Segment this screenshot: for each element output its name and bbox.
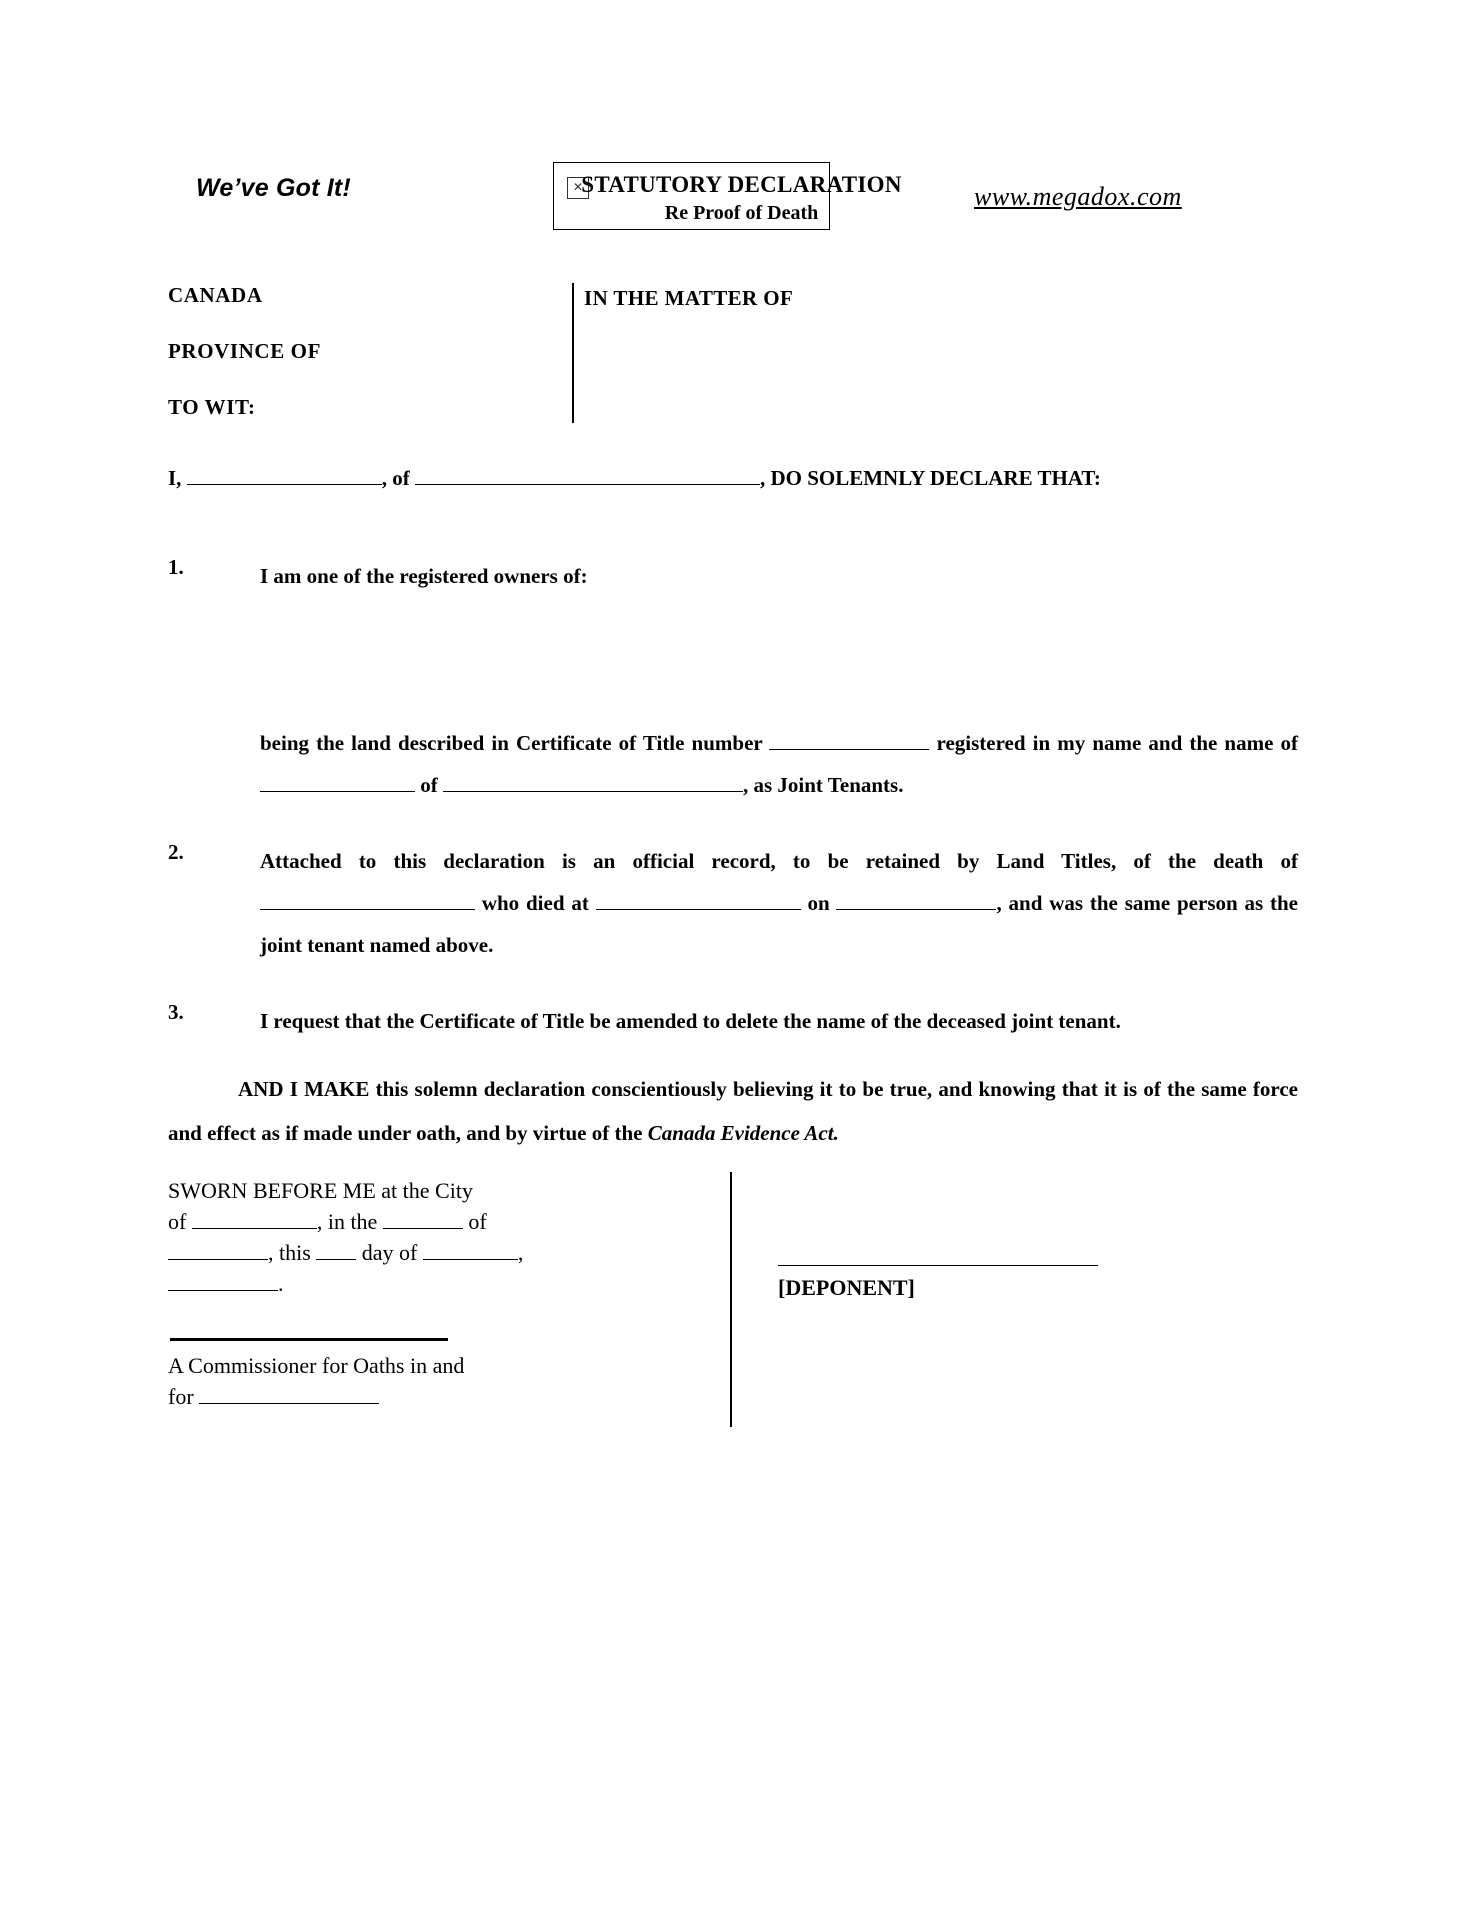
land-desc-mid: registered in my name and the name of: [929, 731, 1298, 755]
sworn-city-blank[interactable]: [192, 1211, 317, 1229]
sworn-line-1: SWORN BEFORE ME at the City: [168, 1178, 473, 1203]
clause-2-end: , and was the same person as the joint tenant named above.: [260, 891, 1298, 957]
and-i-make-lead: AND I MAKE: [238, 1077, 370, 1101]
canada-evidence-act-citation: Canada Evidence Act.: [647, 1121, 839, 1145]
sworn-inthe-label: , in the: [316, 1209, 383, 1234]
clause-1: [168, 555, 1298, 597]
clause-1-continued-text: [260, 722, 1298, 806]
sworn-year-blank[interactable]: [168, 1273, 278, 1291]
intro-i-label: I,: [168, 466, 187, 490]
sworn-line-4: [168, 1268, 588, 1299]
declarant-address-blank[interactable]: [415, 467, 760, 485]
sworn-comma-label: ,: [517, 1240, 524, 1265]
sworn-month-blank[interactable]: [423, 1242, 518, 1260]
sworn-of-label: of: [168, 1209, 192, 1234]
sworn-before-me-block: [168, 1175, 588, 1299]
clause-1-continued: [168, 722, 1298, 806]
jurisdiction-block: [168, 283, 598, 451]
website-link[interactable]: www.megadox.com: [974, 182, 1182, 211]
tagline-text: We’ve Got It!: [196, 174, 351, 202]
page-subtitle: Re Proof of Death: [664, 202, 819, 224]
broken-image-icon: ✕: [567, 177, 589, 199]
jurisdiction-divider: [572, 283, 574, 423]
clause-3: [168, 1000, 1298, 1042]
signature-divider: [730, 1172, 732, 1427]
clause-3-text: I request that the Certificate of Title be amended to delete the name of the deceased joint tenant.: [260, 1009, 1121, 1033]
land-desc-end: , as Joint Tenants.: [743, 773, 904, 797]
sworn-province-blank[interactable]: [168, 1242, 268, 1260]
jurisdiction-country: CANADA: [168, 283, 263, 307]
matter-heading: IN THE MATTER OF: [584, 286, 794, 310]
declaration-intro: [168, 466, 1298, 491]
joint-tenant-name-blank[interactable]: [260, 774, 415, 792]
page-title: STATUTORY DECLARATION: [581, 172, 902, 197]
commissioner-jurisdiction-blank[interactable]: [199, 1386, 379, 1404]
deponent-signature-line[interactable]: [778, 1265, 1098, 1266]
clause-2-number: 2.: [168, 840, 184, 864]
land-desc-pre: being the land described in Certificate of Title number: [260, 731, 770, 755]
sworn-line-2: [168, 1206, 588, 1237]
clause-2-on: on: [800, 891, 837, 915]
and-i-make-paragraph: [168, 1067, 1298, 1155]
jurisdiction-to-wit: TO WIT:: [168, 395, 256, 419]
sworn-of2-label: of: [462, 1209, 487, 1234]
joint-tenant-address-blank[interactable]: [443, 774, 743, 792]
land-desc-of: of: [415, 773, 443, 797]
clause-2-pre: Attached to this declaration is an official record, to be retained by Land Titles, of the death of: [260, 849, 1298, 873]
commissioner-signature-line[interactable]: [170, 1338, 448, 1341]
jurisdiction-province: PROVINCE OF: [168, 339, 322, 363]
clause-1-text: I am one of the registered owners of:: [260, 564, 588, 588]
clause-2-text: [260, 840, 1298, 966]
intro-of-label: , of: [381, 466, 415, 490]
declarant-name-blank[interactable]: [187, 467, 382, 485]
sworn-dayof-label: day of: [356, 1240, 423, 1265]
clause-1-number: 1.: [168, 555, 184, 579]
place-of-death-blank[interactable]: [596, 892, 801, 910]
intro-declare-label: , DO SOLEMNLY DECLARE THAT:: [759, 466, 1101, 490]
clause-2: [168, 840, 1298, 966]
deponent-label: [DEPONENT]: [778, 1275, 915, 1300]
sworn-day-blank[interactable]: [316, 1242, 356, 1260]
certificate-title-number-blank[interactable]: [769, 732, 929, 750]
deceased-name-blank[interactable]: [260, 892, 475, 910]
commissioner-for-label: for: [168, 1384, 200, 1409]
clause-2-died: who died at: [475, 891, 596, 915]
commissioner-line-2: [168, 1381, 588, 1412]
commissioner-line-1: A Commissioner for Oaths in and: [168, 1353, 465, 1378]
and-i-make-body: this solemn declaration conscientiously believing it to be true, and knowing that it is of the same force and effect as if made under oath, and by virtue of the: [168, 1077, 1298, 1145]
sworn-region-blank[interactable]: [383, 1211, 463, 1229]
commissioner-caption: [168, 1350, 588, 1412]
sworn-period-label: .: [278, 1271, 284, 1296]
sworn-this-label: , this: [268, 1240, 317, 1265]
date-of-death-blank[interactable]: [836, 892, 996, 910]
clause-3-number: 3.: [168, 1000, 184, 1024]
sworn-line-3: [168, 1237, 588, 1268]
